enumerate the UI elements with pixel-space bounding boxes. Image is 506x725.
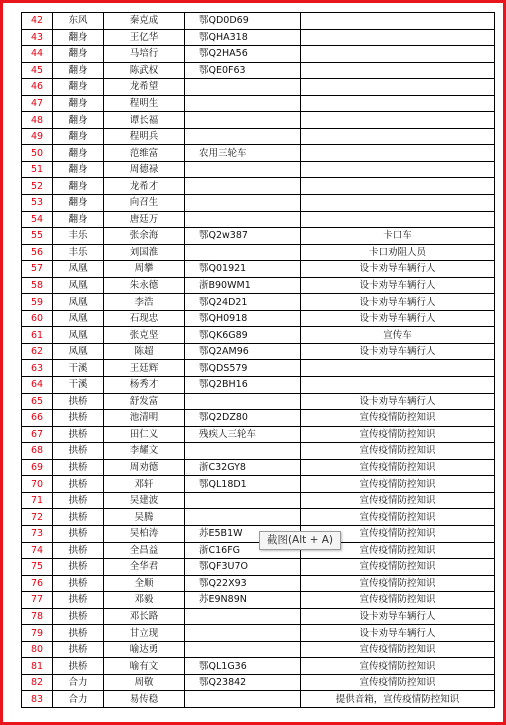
person-name-cell[interactable]: 周攀 [104, 261, 185, 278]
note-cell[interactable]: 设卡劝导车辆行人 [301, 343, 495, 360]
person-name-cell[interactable]: 邓毅 [104, 592, 185, 609]
person-name-cell[interactable]: 张余海 [104, 228, 185, 245]
town-cell[interactable]: 干溪 [53, 377, 104, 394]
person-name-cell[interactable]: 秦克成 [104, 13, 185, 30]
person-name-cell[interactable]: 程明兵 [104, 128, 185, 145]
row-number-cell[interactable]: 58 [22, 277, 53, 294]
person-name-cell[interactable]: 池清明 [104, 410, 185, 427]
note-cell[interactable] [301, 377, 495, 394]
plate-cell[interactable] [185, 195, 301, 212]
row-number-cell[interactable]: 56 [22, 244, 53, 261]
table-row [22, 509, 495, 526]
row-number-cell[interactable]: 67 [22, 426, 53, 443]
table-row [22, 608, 495, 625]
plate-cell[interactable] [185, 641, 301, 658]
row-number-cell[interactable]: 46 [22, 79, 53, 96]
town-cell[interactable]: 拱桥 [53, 443, 104, 460]
plate-cell[interactable] [185, 691, 301, 708]
note-cell[interactable]: 设卡劝导车辆行人 [301, 608, 495, 625]
table-row [22, 112, 495, 129]
plate-cell[interactable]: 浙C16FG [185, 542, 301, 559]
town-cell[interactable]: 丰乐 [53, 228, 104, 245]
person-name-cell[interactable]: 易传稳 [104, 691, 185, 708]
town-cell[interactable]: 拱桥 [53, 525, 104, 542]
note-cell[interactable]: 宣传疫情防控知识 [301, 525, 495, 542]
plate-cell[interactable] [185, 128, 301, 145]
plate-cell[interactable]: 农用三轮车 [185, 145, 301, 162]
note-cell[interactable]: 宣传疫情防控知识 [301, 443, 495, 460]
table-row [22, 641, 495, 658]
town-cell[interactable]: 翻身 [53, 178, 104, 195]
note-cell[interactable]: 设卡劝导车辆行人 [301, 310, 495, 327]
row-number-cell[interactable]: 83 [22, 691, 53, 708]
plate-cell[interactable]: 鄂Q24D21 [185, 294, 301, 311]
row-number-cell[interactable]: 49 [22, 128, 53, 145]
plate-cell[interactable]: 鄂QD0D69 [185, 13, 301, 30]
town-cell[interactable]: 拱桥 [53, 592, 104, 609]
person-name-cell[interactable]: 刘国淮 [104, 244, 185, 261]
row-number-cell[interactable]: 62 [22, 343, 53, 360]
table-row [22, 658, 495, 675]
plate-cell[interactable] [185, 161, 301, 178]
town-cell[interactable]: 合力 [53, 674, 104, 691]
plate-cell[interactable]: 残疾人三轮车 [185, 426, 301, 443]
row-number-cell[interactable]: 48 [22, 112, 53, 129]
table-row [22, 525, 495, 542]
person-name-cell[interactable]: 邓轩 [104, 476, 185, 493]
plate-cell[interactable] [185, 492, 301, 509]
row-number-cell[interactable]: 63 [22, 360, 53, 377]
table-row [22, 327, 495, 344]
plate-cell[interactable]: 鄂Q22X93 [185, 575, 301, 592]
town-cell[interactable]: 丰乐 [53, 244, 104, 261]
table-row [22, 674, 495, 691]
plate-cell[interactable]: 苏E5B1W [185, 525, 301, 542]
table-row [22, 592, 495, 609]
table-row [22, 343, 495, 360]
table-row [22, 575, 495, 592]
table-row [22, 29, 495, 46]
note-cell[interactable]: 宣传疫情防控知识 [301, 658, 495, 675]
table-row [22, 79, 495, 96]
plate-cell[interactable]: 鄂QL18D1 [185, 476, 301, 493]
person-name-cell[interactable]: 李耀文 [104, 443, 185, 460]
town-cell[interactable]: 拱桥 [53, 509, 104, 526]
person-name-cell[interactable]: 张克坚 [104, 327, 185, 344]
town-cell[interactable]: 翻身 [53, 62, 104, 79]
person-name-cell[interactable]: 王亿华 [104, 29, 185, 46]
note-cell[interactable]: 设卡劝导车辆行人 [301, 393, 495, 410]
town-cell[interactable]: 翻身 [53, 112, 104, 129]
note-cell[interactable]: 设卡劝导车辆行人 [301, 261, 495, 278]
town-cell[interactable]: 拱桥 [53, 608, 104, 625]
person-name-cell[interactable]: 吴柏涛 [104, 525, 185, 542]
note-cell[interactable]: 宣传疫情防控知识 [301, 641, 495, 658]
note-cell[interactable]: 宣传疫情防控知识 [301, 476, 495, 493]
table-row [22, 46, 495, 63]
person-name-cell[interactable]: 周德禄 [104, 161, 185, 178]
person-name-cell[interactable]: 吴建波 [104, 492, 185, 509]
row-number-cell[interactable]: 60 [22, 310, 53, 327]
town-cell[interactable]: 翻身 [53, 95, 104, 112]
town-cell[interactable]: 拱桥 [53, 575, 104, 592]
plate-cell[interactable] [185, 443, 301, 460]
plate-cell[interactable]: 浙C32GY8 [185, 459, 301, 476]
town-cell[interactable]: 翻身 [53, 46, 104, 63]
town-cell[interactable]: 东风 [53, 13, 104, 30]
note-cell[interactable]: 设卡劝导车辆行人 [301, 625, 495, 642]
table-row [22, 261, 495, 278]
table-row [22, 426, 495, 443]
row-number-cell[interactable]: 70 [22, 476, 53, 493]
town-cell[interactable]: 翻身 [53, 128, 104, 145]
table-row [22, 310, 495, 327]
row-number-cell[interactable]: 43 [22, 29, 53, 46]
table-row [22, 161, 495, 178]
plate-cell[interactable] [185, 625, 301, 642]
row-number-cell[interactable]: 79 [22, 625, 53, 642]
note-cell[interactable] [301, 29, 495, 46]
note-cell[interactable]: 宣传疫情防控知识 [301, 559, 495, 576]
town-cell[interactable]: 拱桥 [53, 542, 104, 559]
row-number-cell[interactable]: 61 [22, 327, 53, 344]
person-name-cell[interactable]: 程明生 [104, 95, 185, 112]
note-cell[interactable]: 宣传疫情防控知识 [301, 410, 495, 427]
town-cell[interactable]: 拱桥 [53, 641, 104, 658]
plate-cell[interactable] [185, 95, 301, 112]
person-name-cell[interactable]: 周敬 [104, 674, 185, 691]
row-number-cell[interactable]: 42 [22, 13, 53, 30]
town-cell[interactable]: 翻身 [53, 29, 104, 46]
table-row [22, 95, 495, 112]
row-number-cell[interactable]: 73 [22, 525, 53, 542]
table-row [22, 178, 495, 195]
note-cell[interactable]: 宣传疫情防控知识 [301, 459, 495, 476]
person-name-cell[interactable]: 陈超 [104, 343, 185, 360]
table-row [22, 277, 495, 294]
town-cell[interactable]: 凤凰 [53, 343, 104, 360]
town-cell[interactable]: 拱桥 [53, 559, 104, 576]
note-cell[interactable]: 宣传疫情防控知识 [301, 592, 495, 609]
town-cell[interactable]: 翻身 [53, 195, 104, 212]
note-cell[interactable]: 卡口劝阻人员 [301, 244, 495, 261]
table-row [22, 360, 495, 377]
person-name-cell[interactable]: 邓长路 [104, 608, 185, 625]
note-cell[interactable] [301, 46, 495, 63]
row-number-cell[interactable]: 45 [22, 62, 53, 79]
note-cell[interactable]: 宣传疫情防控知识 [301, 575, 495, 592]
row-number-cell[interactable]: 51 [22, 161, 53, 178]
person-name-cell[interactable]: 喻有文 [104, 658, 185, 675]
table-row [22, 492, 495, 509]
row-number-cell[interactable]: 55 [22, 228, 53, 245]
note-cell[interactable] [301, 95, 495, 112]
row-number-cell[interactable]: 44 [22, 46, 53, 63]
roster-table [21, 12, 495, 708]
town-cell[interactable]: 凤凰 [53, 327, 104, 344]
table-row [22, 62, 495, 79]
town-cell[interactable]: 拱桥 [53, 426, 104, 443]
person-name-cell[interactable]: 谭长福 [104, 112, 185, 129]
row-number-cell[interactable]: 78 [22, 608, 53, 625]
town-cell[interactable]: 翻身 [53, 79, 104, 96]
town-cell[interactable]: 拱桥 [53, 658, 104, 675]
note-cell[interactable]: 宣传疫情防控知识 [301, 492, 495, 509]
note-cell[interactable] [301, 161, 495, 178]
note-cell[interactable] [301, 360, 495, 377]
note-cell[interactable] [301, 79, 495, 96]
person-name-cell[interactable]: 杨秀才 [104, 377, 185, 394]
screenshot-tooltip: 截图(Alt + A) [259, 531, 341, 550]
person-name-cell[interactable]: 全顺 [104, 575, 185, 592]
person-name-cell[interactable]: 范维富 [104, 145, 185, 162]
row-number-cell[interactable]: 68 [22, 443, 53, 460]
town-cell[interactable]: 拱桥 [53, 492, 104, 509]
person-name-cell[interactable]: 李浩 [104, 294, 185, 311]
table-row [22, 145, 495, 162]
row-number-cell[interactable]: 65 [22, 393, 53, 410]
plate-cell[interactable] [185, 608, 301, 625]
table-row [22, 244, 495, 261]
table-row [22, 459, 495, 476]
person-name-cell[interactable]: 石现忠 [104, 310, 185, 327]
town-cell[interactable]: 拱桥 [53, 476, 104, 493]
table-row [22, 625, 495, 642]
town-cell[interactable]: 凤凰 [53, 277, 104, 294]
plate-cell[interactable]: 鄂Q2w387 [185, 228, 301, 245]
person-name-cell[interactable]: 龙希望 [104, 79, 185, 96]
town-cell[interactable]: 凤凰 [53, 310, 104, 327]
note-cell[interactable] [301, 195, 495, 212]
row-number-cell[interactable]: 64 [22, 377, 53, 394]
note-cell[interactable] [301, 112, 495, 129]
plate-cell[interactable]: 鄂Q01921 [185, 261, 301, 278]
row-number-cell[interactable]: 82 [22, 674, 53, 691]
note-cell[interactable]: 宣传疫情防控知识 [301, 542, 495, 559]
table-row [22, 377, 495, 394]
row-number-cell[interactable]: 52 [22, 178, 53, 195]
person-name-cell[interactable]: 甘立现 [104, 625, 185, 642]
note-cell[interactable]: 卡口车 [301, 228, 495, 245]
table-row [22, 542, 495, 559]
plate-cell[interactable] [185, 244, 301, 261]
row-number-cell[interactable]: 53 [22, 195, 53, 212]
table-row [22, 410, 495, 427]
note-cell[interactable] [301, 62, 495, 79]
row-number-cell[interactable]: 47 [22, 95, 53, 112]
table-row [22, 476, 495, 493]
town-cell[interactable]: 拱桥 [53, 393, 104, 410]
plate-cell[interactable] [185, 211, 301, 228]
person-name-cell[interactable]: 马培行 [104, 46, 185, 63]
row-number-cell[interactable]: 75 [22, 559, 53, 576]
table-row [22, 393, 495, 410]
town-cell[interactable]: 拱桥 [53, 459, 104, 476]
plate-cell[interactable] [185, 79, 301, 96]
row-number-cell[interactable]: 80 [22, 641, 53, 658]
town-cell[interactable]: 翻身 [53, 161, 104, 178]
person-name-cell[interactable]: 全华君 [104, 559, 185, 576]
town-cell[interactable]: 翻身 [53, 211, 104, 228]
plate-cell[interactable]: 浙B90WM1 [185, 277, 301, 294]
plate-cell[interactable]: 鄂Q2DZ80 [185, 410, 301, 427]
row-number-cell[interactable]: 72 [22, 509, 53, 526]
plate-cell[interactable]: 鄂QE0F63 [185, 62, 301, 79]
table-row [22, 195, 495, 212]
plate-cell[interactable]: 鄂QL1G36 [185, 658, 301, 675]
town-cell[interactable]: 翻身 [53, 145, 104, 162]
plate-cell[interactable]: 鄂QK6G89 [185, 327, 301, 344]
plate-cell[interactable]: 鄂QDS579 [185, 360, 301, 377]
person-name-cell[interactable]: 王廷辉 [104, 360, 185, 377]
plate-cell[interactable] [185, 178, 301, 195]
person-name-cell[interactable]: 田仁义 [104, 426, 185, 443]
row-number-cell[interactable]: 74 [22, 542, 53, 559]
town-cell[interactable]: 干溪 [53, 360, 104, 377]
plate-cell[interactable]: 鄂Q2AM96 [185, 343, 301, 360]
note-cell[interactable] [301, 211, 495, 228]
note-cell[interactable]: 宣传疫情防控知识 [301, 509, 495, 526]
note-cell[interactable] [301, 13, 495, 30]
person-name-cell[interactable]: 舒发富 [104, 393, 185, 410]
town-cell[interactable]: 合力 [53, 691, 104, 708]
row-number-cell[interactable]: 50 [22, 145, 53, 162]
row-number-cell[interactable]: 69 [22, 459, 53, 476]
plate-cell[interactable]: 鄂QH0918 [185, 310, 301, 327]
table-row [22, 128, 495, 145]
plate-cell[interactable] [185, 509, 301, 526]
roster-table-body [22, 13, 495, 708]
row-number-cell[interactable]: 66 [22, 410, 53, 427]
table-row [22, 443, 495, 460]
person-name-cell[interactable]: 吴腾 [104, 509, 185, 526]
town-cell[interactable]: 凤凰 [53, 261, 104, 278]
note-cell[interactable]: 设卡劝导车辆行人 [301, 277, 495, 294]
plate-cell[interactable] [185, 393, 301, 410]
note-cell[interactable]: 设卡劝导车辆行人 [301, 294, 495, 311]
row-number-cell[interactable]: 71 [22, 492, 53, 509]
plate-cell[interactable]: 鄂QF3U7O [185, 559, 301, 576]
plate-cell[interactable]: 鄂Q2HA56 [185, 46, 301, 63]
person-name-cell[interactable]: 向召生 [104, 195, 185, 212]
person-name-cell[interactable]: 全昌益 [104, 542, 185, 559]
note-cell[interactable] [301, 128, 495, 145]
town-cell[interactable]: 凤凰 [53, 294, 104, 311]
person-name-cell[interactable]: 朱永德 [104, 277, 185, 294]
spreadsheet [21, 12, 490, 708]
note-cell[interactable]: 宣传疫情防控知识 [301, 674, 495, 691]
plate-cell[interactable]: 苏E9N89N [185, 592, 301, 609]
town-cell[interactable]: 拱桥 [53, 625, 104, 642]
person-name-cell[interactable]: 周劝德 [104, 459, 185, 476]
plate-cell[interactable]: 鄂Q23842 [185, 674, 301, 691]
plate-cell[interactable] [185, 112, 301, 129]
table-row [22, 13, 495, 30]
table-row [22, 691, 495, 708]
row-number-cell[interactable]: 81 [22, 658, 53, 675]
note-cell[interactable]: 宣传疫情防控知识 [301, 426, 495, 443]
person-name-cell[interactable]: 唐廷万 [104, 211, 185, 228]
note-cell[interactable]: 宣传车 [301, 327, 495, 344]
note-cell[interactable]: 提供音箱，宣传疫情防控知识 [301, 691, 495, 708]
row-number-cell[interactable]: 59 [22, 294, 53, 311]
person-name-cell[interactable]: 龙希才 [104, 178, 185, 195]
row-number-cell[interactable]: 54 [22, 211, 53, 228]
row-number-cell[interactable]: 57 [22, 261, 53, 278]
plate-cell[interactable]: 鄂Q2BH16 [185, 377, 301, 394]
table-row [22, 228, 495, 245]
plate-cell[interactable]: 鄂QHA318 [185, 29, 301, 46]
town-cell[interactable]: 拱桥 [53, 410, 104, 427]
note-cell[interactable] [301, 145, 495, 162]
note-cell[interactable] [301, 178, 495, 195]
table-row [22, 559, 495, 576]
person-name-cell[interactable]: 喻达勇 [104, 641, 185, 658]
table-row [22, 294, 495, 311]
table-row [22, 211, 495, 228]
row-number-cell[interactable]: 76 [22, 575, 53, 592]
person-name-cell[interactable]: 陈武权 [104, 62, 185, 79]
row-number-cell[interactable]: 77 [22, 592, 53, 609]
